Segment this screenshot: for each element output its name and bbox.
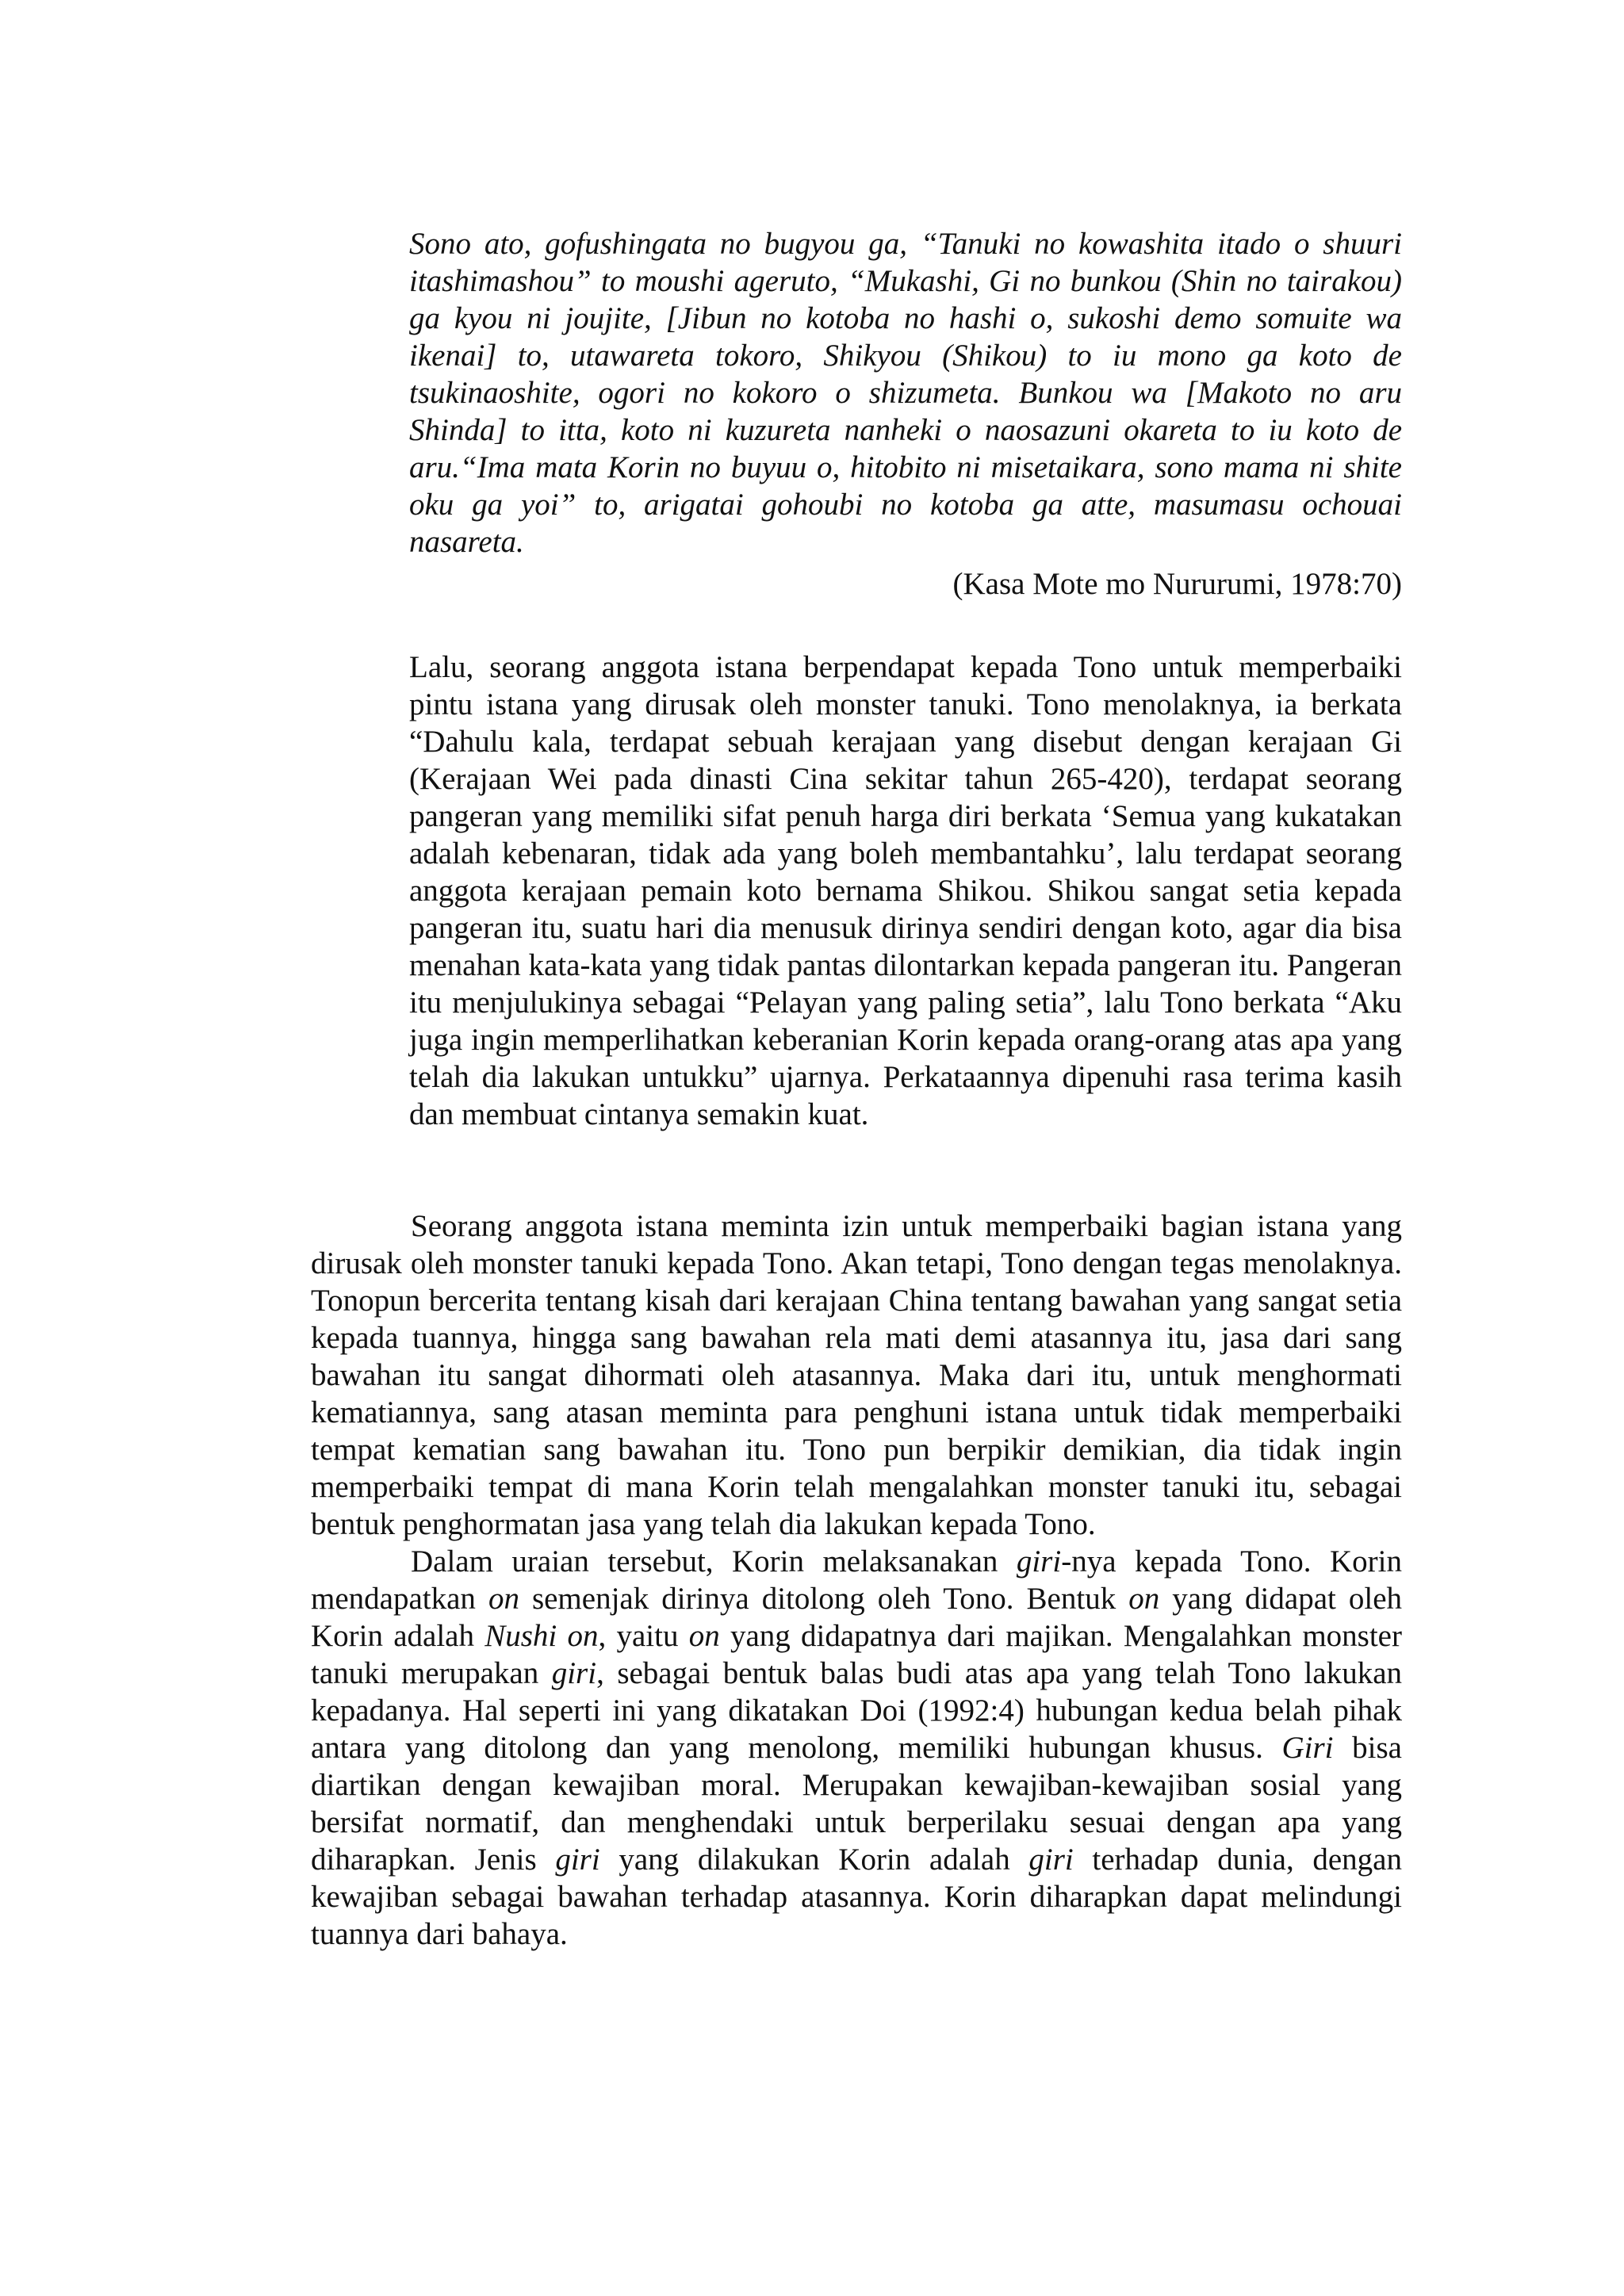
body-paragraph-1: Seorang anggota istana meminta izin untuk memperbaiki bagian istana yang dirusak oleh monster tanuki kepada Tono. Akan tetapi, Tono dengan tegas menolaknya. Tonopun bercerita tentang kisah dari kerajaan China tentang bawahan yang sangat setia kepada tuannya, hingga sang bawahan rela mati demi atasannya itu, jasa dari sang bawahan itu sangat dihormati oleh atasannya. Maka dari itu, untuk menghormati kematiannya, sang atasan meminta para penghuni istana untuk tidak memperbaiki tempat kematian sang bawahan itu. Tono pun berpikir demikian, dia tidak ingin memperbaiki tempat di mana Korin telah mengalahkan monster tanuki itu, sebagai bentuk penghormatan jasa yang telah dia lakukan kepada Tono. (311, 1209, 1402, 1541)
italic-term: on (688, 1619, 720, 1653)
italic-term: Nushi on (485, 1619, 599, 1653)
quote-paragraph: Sono ato, gofushingata no bugyou ga, “Tanuki no kowashita itado o shuuri itashimashou” to moushi ageruto, “Mukashi, Gi no bunkou (Shin no tairakou) ga kyou ni joujite, [Jibun no kotoba no hashi o, sukoshi demo somuite wa ikenai] to, utawareta tokoro, Shikyou (Shikou) to iu mono ga koto de tsukinaoshite, ogori no kokoro o shizumeta. Bunkou wa [Makoto no aru Shinda] to itta, koto ni kuzureta nanheki o naosazuni okareta to iu koto de aru.“Ima mata Korin no buyuu o, hitobito ni misetaikara, sono mama ni shite oku ga yoi” to, arigatai gohoubi no kotoba ga atte, masumasu ochouai nasareta. (409, 227, 1402, 559)
italic-term: giri (551, 1656, 597, 1690)
italic-term: on (488, 1582, 519, 1616)
text-run: yang dilakukan Korin adalah (599, 1843, 1029, 1877)
italic-term: giri (1028, 1843, 1074, 1877)
quote-translation (409, 649, 1402, 1133)
text-run: yang didapatnya dari majikan. Mengalahkan monster tanuki merupakan (311, 1619, 1402, 1690)
text-run: bisa diartikan dengan kewajiban moral. Merupakan kewajiban-kewajiban sosial yang bersifat normatif, dan menghendaki untuk berperilaku sesuai dengan apa yang diharapkan. Jenis (311, 1731, 1402, 1877)
quote-citation: (Kasa Mote mo Nururumi, 1978:70) (952, 567, 1402, 601)
text-run: -nya kepada Tono. Korin mendapatkan (311, 1544, 1402, 1616)
italic-term: giri (555, 1843, 600, 1877)
italic-term: on (1128, 1582, 1160, 1616)
text-run: semenjak dirinya ditolong oleh Tono. Bentuk (519, 1582, 1129, 1616)
body-paragraph-2 (311, 1543, 1402, 1953)
text-run: yang didapat oleh Korin adalah (311, 1582, 1402, 1653)
japanese-quote (409, 225, 1402, 561)
text-run: Dalam uraian tersebut, Korin melaksanakan (411, 1544, 1017, 1578)
text-run: terhadap dunia, dengan kewajiban sebagai bawahan terhadap atasannya. Korin diharapkan dapat melindungi tuannya dari bahaya. (311, 1843, 1402, 1951)
body-text (311, 1207, 1402, 1953)
italic-term: Giri (1281, 1731, 1334, 1765)
translation-paragraph: Lalu, seorang anggota istana berpendapat kepada Tono untuk memperbaiki pintu istana yang dirusak oleh monster tanuki. Tono menolaknya, ia berkata “Dahulu kala, terdapat sebuah kerajaan yang disebut dengan kerajaan Gi (Kerajaan Wei pada dinasti Cina sekitar tahun 265-420), terdapat seorang pangeran yang memiliki sifat penuh harga diri berkata ‘Semua yang kukatakan adalah kebenaran, tidak ada yang boleh membantahku’, lalu terdapat seorang anggota kerajaan pemain koto bernama Shikou. Shikou sangat setia kepada pangeran itu, suatu hari dia menusuk dirinya sendiri dengan koto, agar dia bisa menahan kata-kata yang tidak pantas dilontarkan kepada pangeran itu. Pangeran itu menjulukinya sebagai “Pelayan yang paling setia”, lalu Tono berkata “Aku juga ingin memperlihatkan keberanian Korin kepada orang-orang atas apa yang telah dia lakukan untukku” ujarnya. Perkataannya dipenuhi rasa terima kasih dan membuat cintanya semakin kuat. (409, 650, 1402, 1131)
text-run: , yaitu (598, 1619, 689, 1653)
text-run: , sebagai bentuk balas budi atas apa yang telah Tono lakukan kepadanya. Hal seperti ini yang dikatakan Doi (1992:4) hubungan kedua belah pihak antara yang ditolong dan yang menolong, memiliki hubungan khusus. (311, 1656, 1402, 1765)
italic-term: giri (1016, 1544, 1062, 1578)
